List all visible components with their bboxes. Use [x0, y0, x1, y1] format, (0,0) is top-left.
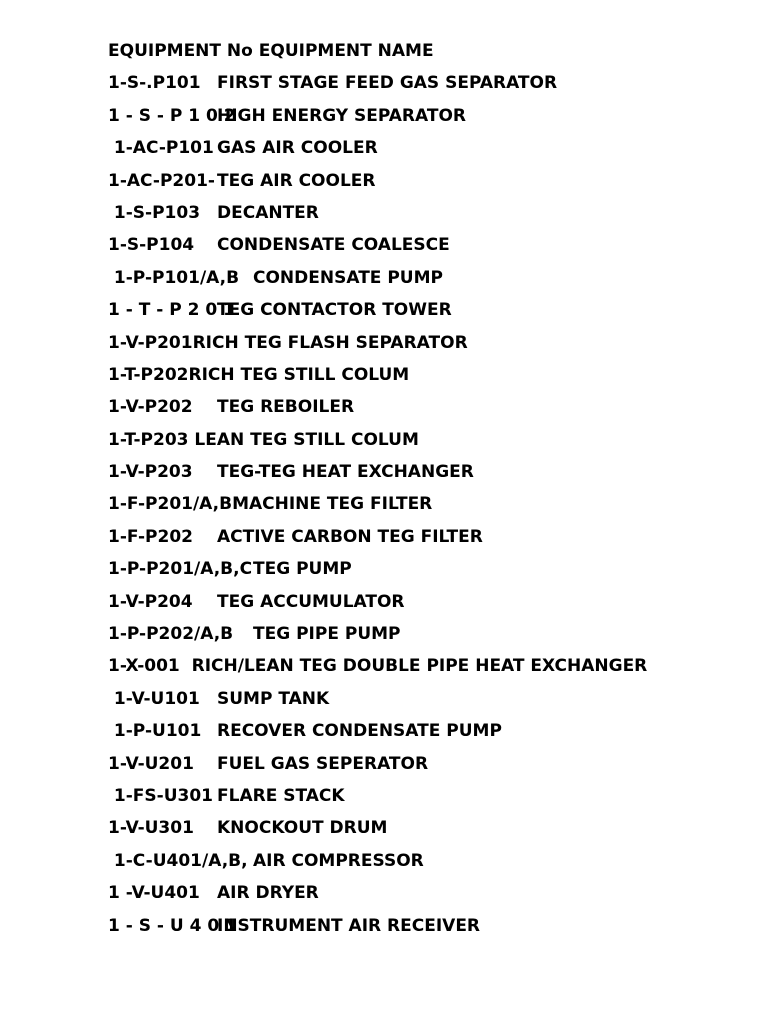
equipment-name: TEG REBOILER [217, 397, 355, 418]
equipment-number: 1 - S - P 1 0 2 [108, 105, 236, 126]
table-row [108, 103, 748, 135]
equipment-number: 1-V-P201RICH TEG FLASH SEPARATOR [108, 332, 468, 353]
table-row [108, 815, 748, 847]
equipment-number: 1-AC-P201- [108, 170, 215, 191]
table-row [108, 686, 748, 718]
equipment-name: AIR DRYER [217, 883, 319, 904]
table-header: EQUIPMENT No EQUIPMENT NAME [108, 41, 434, 61]
equipment-number: 1-S-.P101 [108, 73, 201, 94]
equipment-number: 1-P-P101/A,B [108, 267, 240, 288]
equipment-name: RECOVER CONDENSATE PUMP [217, 721, 502, 742]
table-header-row [108, 38, 748, 70]
equipment-list-document [108, 38, 748, 945]
table-row [108, 330, 748, 362]
equipment-number: 1 -V-U401 [108, 883, 200, 904]
equipment-name: TEG ACCUMULATOR [217, 591, 405, 612]
equipment-name: TEG PIPE PUMP [253, 624, 401, 645]
equipment-number: 1-FS-U301 [108, 785, 214, 806]
equipment-name: CONDENSATE PUMP [253, 267, 443, 288]
equipment-number: 1-P-P201/A,B,C [108, 559, 253, 580]
equipment-number: 1-V-P202 [108, 397, 193, 418]
table-row [108, 913, 748, 945]
equipment-number: 1-AC-P101 [108, 138, 214, 159]
equipment-number: 1-S-P103 [108, 202, 201, 223]
equipment-number: 1-V-P203 [108, 462, 193, 483]
table-row [108, 297, 748, 329]
equipment-number: 1-C-U401/A,B, [108, 850, 248, 871]
table-row [108, 70, 748, 102]
table-row [108, 653, 748, 685]
table-row [108, 232, 748, 264]
table-row [108, 718, 748, 750]
equipment-name: TEG AIR COOLER [217, 170, 376, 191]
equipment-name: TEG PUMP [253, 559, 352, 580]
equipment-number: 1-P-P202/A,B [108, 624, 234, 645]
equipment-number: 1-V-U301 [108, 818, 194, 839]
equipment-name: FUEL GAS SEPERATOR [217, 753, 429, 774]
table-row [108, 459, 748, 491]
table-row [108, 589, 748, 621]
equipment-name: GAS AIR COOLER [217, 138, 378, 159]
equipment-number: 1-F-P202 [108, 526, 193, 547]
table-row [108, 200, 748, 232]
equipment-number: 1 - T - P 2 0 1 [108, 300, 235, 321]
equipment-number: 1-S-P104 [108, 235, 195, 256]
equipment-number: 1-T-P203 LEAN TEG STILL COLUM [108, 429, 419, 450]
equipment-number: 1-X-001 RICH/LEAN TEG DOUBLE PIPE HEAT EXCHANGER [108, 656, 648, 677]
table-row [108, 556, 748, 588]
equipment-name: AIR COMPRESSOR [253, 850, 424, 871]
equipment-number: 1-F-P201/A,BMACHINE TEG FILTER [108, 494, 433, 515]
table-row [108, 135, 748, 167]
equipment-name: TEG CONTACTOR TOWER [217, 300, 452, 321]
equipment-number: 1-T-P202RICH TEG STILL COLUM [108, 364, 410, 385]
table-row [108, 848, 748, 880]
equipment-name: CONDENSATE COALESCE [217, 235, 450, 256]
equipment-name: FLARE STACK [217, 785, 345, 806]
equipment-name: SUMP TANK [217, 688, 330, 709]
table-row [108, 783, 748, 815]
table-row [108, 621, 748, 653]
equipment-number: 1-V-U201 [108, 753, 194, 774]
equipment-number: 1-V-U101 [108, 688, 200, 709]
equipment-name: KNOCKOUT DRUM [217, 818, 388, 839]
table-row [108, 394, 748, 426]
equipment-number: 1-P-U101 [108, 721, 202, 742]
table-row [108, 265, 748, 297]
equipment-name: DECANTER [217, 202, 319, 223]
table-row [108, 524, 748, 556]
table-row [108, 491, 748, 523]
table-row [108, 880, 748, 912]
table-row [108, 751, 748, 783]
equipment-name: INSTRUMENT AIR RECEIVER [217, 915, 481, 936]
equipment-name: HIGH ENERGY SEPARATOR [217, 105, 466, 126]
equipment-name: TEG-TEG HEAT EXCHANGER [217, 462, 474, 483]
table-row [108, 168, 748, 200]
equipment-number: 1-V-P204 [108, 591, 193, 612]
equipment-number: 1 - S - U 4 0 1 [108, 915, 237, 936]
table-row [108, 427, 748, 459]
equipment-name: FIRST STAGE FEED GAS SEPARATOR [217, 73, 558, 94]
equipment-name: ACTIVE CARBON TEG FILTER [217, 526, 483, 547]
table-row [108, 362, 748, 394]
